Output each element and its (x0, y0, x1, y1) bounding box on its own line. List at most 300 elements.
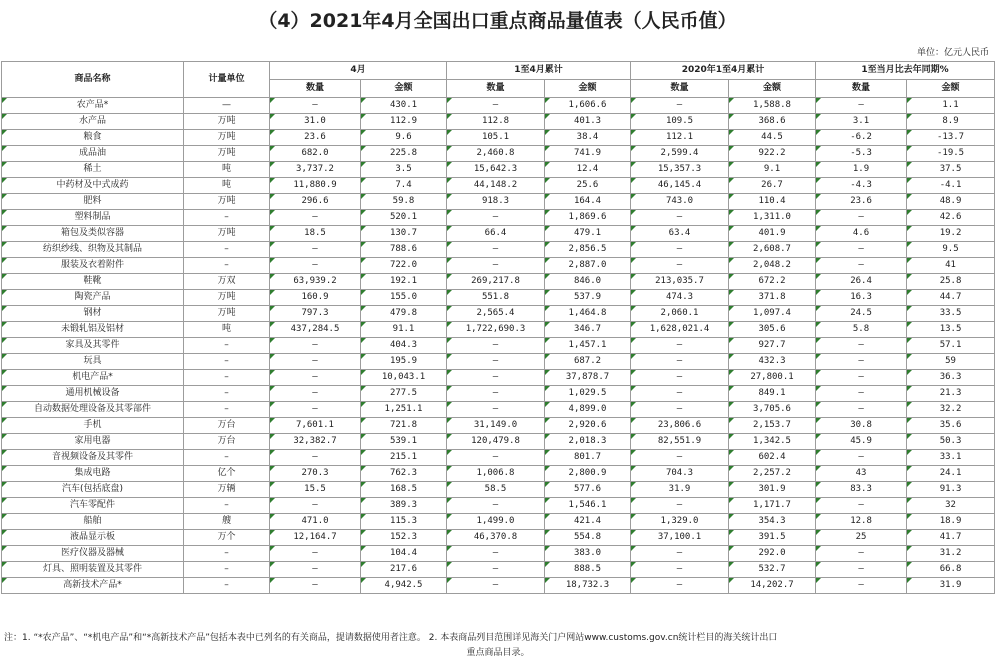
amount-cell: 32 (907, 498, 995, 514)
quantity-cell: 11,880.9 (270, 178, 361, 194)
amount-cell: 539.1 (361, 434, 447, 450)
quantity-cell: – (631, 242, 729, 258)
footnote-line1: 注：1. “*农产品”、“*机电产品”和“*高新技术产品”包括本表中已列名的有关商品，提请数据使用者注意。 2. 本表商品列目范围详见海关门户网站www.customs.gov.cn统计栏目的海关统计出口 (4, 633, 778, 643)
amount-cell: 1.1 (907, 98, 995, 114)
quantity-cell: 37,100.1 (631, 530, 729, 546)
header-unit: 计量单位 (184, 62, 270, 98)
quantity-cell: – (631, 354, 729, 370)
quantity-cell: 437,284.5 (270, 322, 361, 338)
amount-cell: 36.3 (907, 370, 995, 386)
amount-cell: 2,608.7 (729, 242, 816, 258)
table-row (2, 98, 995, 114)
amount-cell: 849.1 (729, 386, 816, 402)
amount-cell: 31.9 (907, 578, 995, 594)
quantity-cell: – (631, 258, 729, 274)
amount-cell: 520.1 (361, 210, 447, 226)
quantity-cell: – (631, 370, 729, 386)
amount-cell: 57.1 (907, 338, 995, 354)
amount-cell: 1,029.5 (545, 386, 631, 402)
export-table (1, 61, 995, 594)
table-row (2, 162, 995, 178)
unit-label: 单位：亿元人民币 (916, 48, 989, 58)
product-name: 陶瓷产品 (2, 290, 184, 306)
table-row (2, 274, 995, 290)
amount-cell: 32.2 (907, 402, 995, 418)
quantity-cell: – (447, 258, 545, 274)
product-name: 通用机械设备 (2, 386, 184, 402)
table-row (2, 194, 995, 210)
quantity-cell: – (447, 98, 545, 114)
amount-cell: 762.3 (361, 466, 447, 482)
table-row (2, 370, 995, 386)
measure-unit: 万辆 (184, 482, 270, 498)
amount-cell: 479.8 (361, 306, 447, 322)
measure-unit: — (184, 98, 270, 114)
amount-cell: 192.1 (361, 274, 447, 290)
quantity-cell: – (631, 578, 729, 594)
measure-unit: 万吨 (184, 290, 270, 306)
header-sub: 金额 (907, 80, 995, 98)
table-row (2, 354, 995, 370)
amount-cell: 130.7 (361, 226, 447, 242)
table-row (2, 402, 995, 418)
amount-cell: 19.2 (907, 226, 995, 242)
table-row (2, 530, 995, 546)
amount-cell: -13.7 (907, 130, 995, 146)
amount-cell: 1,546.1 (545, 498, 631, 514)
header-sub: 数量 (631, 80, 729, 98)
amount-cell: 404.3 (361, 338, 447, 354)
amount-cell: 9.1 (729, 162, 816, 178)
product-name: 钢材 (2, 306, 184, 322)
quantity-cell: 474.3 (631, 290, 729, 306)
product-name: 稀土 (2, 162, 184, 178)
product-name: 纺织纱线、织物及其制品 (2, 242, 184, 258)
amount-cell: 2,048.2 (729, 258, 816, 274)
quantity-cell: – (816, 562, 907, 578)
quantity-cell: – (631, 546, 729, 562)
product-name: 机电产品* (2, 370, 184, 386)
quantity-cell: – (270, 370, 361, 386)
quantity-cell: – (816, 370, 907, 386)
amount-cell: 532.7 (729, 562, 816, 578)
header-sub: 金额 (545, 80, 631, 98)
amount-cell: 7.4 (361, 178, 447, 194)
quantity-cell: – (270, 402, 361, 418)
quantity-cell: – (631, 98, 729, 114)
quantity-cell: – (447, 498, 545, 514)
amount-cell: 33.5 (907, 306, 995, 322)
table-row (2, 562, 995, 578)
quantity-cell: – (816, 354, 907, 370)
table-row (2, 418, 995, 434)
measure-unit: 吨 (184, 178, 270, 194)
amount-cell: 687.2 (545, 354, 631, 370)
quantity-cell: – (447, 402, 545, 418)
quantity-cell: 7,601.1 (270, 418, 361, 434)
quantity-cell: 16.3 (816, 290, 907, 306)
quantity-cell: – (816, 498, 907, 514)
amount-cell: 50.3 (907, 434, 995, 450)
quantity-cell: – (270, 562, 361, 578)
product-name: 高新技术产品* (2, 578, 184, 594)
amount-cell: 354.3 (729, 514, 816, 530)
quantity-cell: – (447, 546, 545, 562)
table-row (2, 178, 995, 194)
product-name: 船舶 (2, 514, 184, 530)
amount-cell: 215.1 (361, 450, 447, 466)
amount-cell: 4,899.0 (545, 402, 631, 418)
quantity-cell: 471.0 (270, 514, 361, 530)
quantity-cell: – (447, 386, 545, 402)
quantity-cell: 109.5 (631, 114, 729, 130)
measure-unit: – (184, 242, 270, 258)
product-name: 成品油 (2, 146, 184, 162)
amount-cell: 18,732.3 (545, 578, 631, 594)
measure-unit: 万个 (184, 530, 270, 546)
amount-cell: 66.8 (907, 562, 995, 578)
measure-unit: 艘 (184, 514, 270, 530)
quantity-cell: 23.6 (270, 130, 361, 146)
quantity-cell: 18.5 (270, 226, 361, 242)
table-row (2, 322, 995, 338)
amount-cell: 2,887.0 (545, 258, 631, 274)
product-name: 鞋靴 (2, 274, 184, 290)
amount-cell: 1,606.6 (545, 98, 631, 114)
amount-cell: 38.4 (545, 130, 631, 146)
amount-cell: 722.0 (361, 258, 447, 274)
header-sub: 数量 (816, 80, 907, 98)
header-group: 4月 (270, 62, 447, 80)
quantity-cell: 551.8 (447, 290, 545, 306)
quantity-cell: – (270, 578, 361, 594)
amount-cell: 1,171.7 (729, 498, 816, 514)
amount-cell: 42.6 (907, 210, 995, 226)
amount-cell: -4.1 (907, 178, 995, 194)
table-row (2, 498, 995, 514)
quantity-cell: 743.0 (631, 194, 729, 210)
quantity-cell: – (816, 386, 907, 402)
amount-cell: 1,869.6 (545, 210, 631, 226)
header-group: 1至当月比去年同期% (816, 62, 995, 80)
amount-cell: 91.1 (361, 322, 447, 338)
quantity-cell: 44,148.2 (447, 178, 545, 194)
product-name: 箱包及类似容器 (2, 226, 184, 242)
amount-cell: 10,043.1 (361, 370, 447, 386)
amount-cell: 112.9 (361, 114, 447, 130)
header-sub: 金额 (729, 80, 816, 98)
quantity-cell: 270.3 (270, 466, 361, 482)
measure-unit: – (184, 258, 270, 274)
amount-cell: 2,800.9 (545, 466, 631, 482)
quantity-cell: – (631, 386, 729, 402)
quantity-cell: – (447, 578, 545, 594)
quantity-cell: 120,479.8 (447, 434, 545, 450)
quantity-cell: 23,806.6 (631, 418, 729, 434)
product-name: 手机 (2, 418, 184, 434)
measure-unit: 万吨 (184, 226, 270, 242)
amount-cell: 217.6 (361, 562, 447, 578)
measure-unit: – (184, 498, 270, 514)
table-row (2, 258, 995, 274)
measure-unit: 吨 (184, 162, 270, 178)
quantity-cell: – (447, 242, 545, 258)
amount-cell: 391.5 (729, 530, 816, 546)
header-sub: 数量 (447, 80, 545, 98)
measure-unit: – (184, 578, 270, 594)
product-name: 塑料制品 (2, 210, 184, 226)
measure-unit: 亿个 (184, 466, 270, 482)
quantity-cell: 45.9 (816, 434, 907, 450)
table-body (2, 98, 995, 594)
quantity-cell: 12,164.7 (270, 530, 361, 546)
product-name: 汽车(包括底盘) (2, 482, 184, 498)
product-name: 家用电器 (2, 434, 184, 450)
table-row (2, 482, 995, 498)
quantity-cell: – (447, 338, 545, 354)
amount-cell: 927.7 (729, 338, 816, 354)
amount-cell: 1,251.1 (361, 402, 447, 418)
amount-cell: 401.9 (729, 226, 816, 242)
amount-cell: 25.6 (545, 178, 631, 194)
quantity-cell: – (816, 210, 907, 226)
quantity-cell: – (270, 386, 361, 402)
header-sub: 数量 (270, 80, 361, 98)
amount-cell: 383.0 (545, 546, 631, 562)
header-name: 商品名称 (2, 62, 184, 98)
measure-unit: 万吨 (184, 114, 270, 130)
quantity-cell: – (270, 98, 361, 114)
table-row (2, 578, 995, 594)
table-row (2, 146, 995, 162)
amount-cell: 389.3 (361, 498, 447, 514)
amount-cell: 479.1 (545, 226, 631, 242)
amount-cell: 44.5 (729, 130, 816, 146)
quantity-cell: 4.6 (816, 226, 907, 242)
amount-cell: 35.6 (907, 418, 995, 434)
quantity-cell: – (631, 562, 729, 578)
table-row (2, 226, 995, 242)
measure-unit: – (184, 402, 270, 418)
amount-cell: 37.5 (907, 162, 995, 178)
quantity-cell: – (270, 338, 361, 354)
amount-cell: 12.4 (545, 162, 631, 178)
header-row-groups (2, 62, 995, 80)
amount-cell: 9.6 (361, 130, 447, 146)
amount-cell: 537.9 (545, 290, 631, 306)
amount-cell: 26.7 (729, 178, 816, 194)
product-name: 集成电路 (2, 466, 184, 482)
amount-cell: 1,588.8 (729, 98, 816, 114)
quantity-cell: – (816, 338, 907, 354)
product-name: 自动数据处理设备及其零部件 (2, 402, 184, 418)
product-name: 水产品 (2, 114, 184, 130)
quantity-cell: 112.8 (447, 114, 545, 130)
quantity-cell: – (447, 370, 545, 386)
quantity-cell: 1.9 (816, 162, 907, 178)
measure-unit: – (184, 562, 270, 578)
amount-cell: 788.6 (361, 242, 447, 258)
product-name: 灯具、照明装置及其零件 (2, 562, 184, 578)
quantity-cell: 2,599.4 (631, 146, 729, 162)
amount-cell: 888.5 (545, 562, 631, 578)
amount-cell: 164.4 (545, 194, 631, 210)
measure-unit: – (184, 450, 270, 466)
amount-cell: 3.5 (361, 162, 447, 178)
amount-cell: 110.4 (729, 194, 816, 210)
amount-cell: 115.3 (361, 514, 447, 530)
amount-cell: 741.9 (545, 146, 631, 162)
quantity-cell: 15,357.3 (631, 162, 729, 178)
page-title: （4）2021年4月全国出口重点商品量值表（人民币值） (258, 10, 737, 32)
quantity-cell: 66.4 (447, 226, 545, 242)
quantity-cell: 46,370.8 (447, 530, 545, 546)
amount-cell: 13.5 (907, 322, 995, 338)
footnote-line2: 重点商品目录。 (466, 648, 530, 658)
amount-cell: 4,942.5 (361, 578, 447, 594)
quantity-cell: – (270, 258, 361, 274)
amount-cell: 225.8 (361, 146, 447, 162)
quantity-cell: 63.4 (631, 226, 729, 242)
product-name: 音视频设备及其零件 (2, 450, 184, 466)
quantity-cell: – (447, 354, 545, 370)
amount-cell: 59 (907, 354, 995, 370)
quantity-cell: – (270, 546, 361, 562)
amount-cell: 41.7 (907, 530, 995, 546)
quantity-cell: – (631, 210, 729, 226)
amount-cell: 721.8 (361, 418, 447, 434)
quantity-cell: – (631, 402, 729, 418)
quantity-cell: – (816, 242, 907, 258)
quantity-cell: 31,149.0 (447, 418, 545, 434)
quantity-cell: 15.5 (270, 482, 361, 498)
measure-unit: 万吨 (184, 194, 270, 210)
amount-cell: 421.4 (545, 514, 631, 530)
amount-cell: 168.5 (361, 482, 447, 498)
table-row (2, 450, 995, 466)
quantity-cell: 26.4 (816, 274, 907, 290)
quantity-cell: 3,737.2 (270, 162, 361, 178)
measure-unit: 万吨 (184, 146, 270, 162)
amount-cell: 8.9 (907, 114, 995, 130)
amount-cell: 18.9 (907, 514, 995, 530)
product-name: 农产品* (2, 98, 184, 114)
quantity-cell: 269,217.8 (447, 274, 545, 290)
quantity-cell: – (816, 258, 907, 274)
measure-unit: – (184, 546, 270, 562)
quantity-cell: 1,499.0 (447, 514, 545, 530)
product-name: 家具及其零件 (2, 338, 184, 354)
table-row (2, 114, 995, 130)
table-row (2, 546, 995, 562)
quantity-cell: 58.5 (447, 482, 545, 498)
amount-cell: 41 (907, 258, 995, 274)
amount-cell: 59.8 (361, 194, 447, 210)
table-row (2, 338, 995, 354)
table-row (2, 514, 995, 530)
amount-cell: 9.5 (907, 242, 995, 258)
quantity-cell: 296.6 (270, 194, 361, 210)
footnote (4, 631, 992, 661)
measure-unit: – (184, 354, 270, 370)
amount-cell: 3,705.6 (729, 402, 816, 418)
table-row (2, 434, 995, 450)
quantity-cell: 160.9 (270, 290, 361, 306)
amount-cell: 33.1 (907, 450, 995, 466)
quantity-cell: 31.0 (270, 114, 361, 130)
amount-cell: 346.7 (545, 322, 631, 338)
quantity-cell: 43 (816, 466, 907, 482)
amount-cell: 846.0 (545, 274, 631, 290)
quantity-cell: – (816, 578, 907, 594)
amount-cell: 2,018.3 (545, 434, 631, 450)
measure-unit: 吨 (184, 322, 270, 338)
amount-cell: 801.7 (545, 450, 631, 466)
amount-cell: 2,153.7 (729, 418, 816, 434)
quantity-cell: – (816, 546, 907, 562)
quantity-cell: – (816, 98, 907, 114)
amount-cell: 577.6 (545, 482, 631, 498)
quantity-cell: 213,035.7 (631, 274, 729, 290)
quantity-cell: – (631, 450, 729, 466)
header-sub: 金额 (361, 80, 447, 98)
amount-cell: 31.2 (907, 546, 995, 562)
amount-cell: -19.5 (907, 146, 995, 162)
amount-cell: 37,878.7 (545, 370, 631, 386)
quantity-cell: -6.2 (816, 130, 907, 146)
table-row (2, 386, 995, 402)
quantity-cell: 23.6 (816, 194, 907, 210)
measure-unit: 万双 (184, 274, 270, 290)
quantity-cell: 1,329.0 (631, 514, 729, 530)
product-name: 液晶显示板 (2, 530, 184, 546)
header-group: 2020年1至4月累计 (631, 62, 816, 80)
amount-cell: 292.0 (729, 546, 816, 562)
quantity-cell: – (631, 498, 729, 514)
quantity-cell: 5.8 (816, 322, 907, 338)
amount-cell: 1,097.4 (729, 306, 816, 322)
quantity-cell: 24.5 (816, 306, 907, 322)
quantity-cell: 30.8 (816, 418, 907, 434)
table-row (2, 466, 995, 482)
quantity-cell: – (270, 210, 361, 226)
amount-cell: 672.2 (729, 274, 816, 290)
product-name: 服装及衣着附件 (2, 258, 184, 274)
amount-cell: 401.3 (545, 114, 631, 130)
amount-cell: 2,920.6 (545, 418, 631, 434)
amount-cell: 14,202.7 (729, 578, 816, 594)
product-name: 玩具 (2, 354, 184, 370)
quantity-cell: -5.3 (816, 146, 907, 162)
amount-cell: 1,457.1 (545, 338, 631, 354)
amount-cell: 430.1 (361, 98, 447, 114)
amount-cell: 21.3 (907, 386, 995, 402)
quantity-cell: 112.1 (631, 130, 729, 146)
amount-cell: 301.9 (729, 482, 816, 498)
quantity-cell: – (270, 242, 361, 258)
amount-cell: 2,257.2 (729, 466, 816, 482)
quantity-cell: 3.1 (816, 114, 907, 130)
amount-cell: 432.3 (729, 354, 816, 370)
measure-unit: 万台 (184, 418, 270, 434)
amount-cell: 2,856.5 (545, 242, 631, 258)
measure-unit: 万吨 (184, 306, 270, 322)
quantity-cell: 83.3 (816, 482, 907, 498)
quantity-cell: 32,382.7 (270, 434, 361, 450)
quantity-cell: 2,060.1 (631, 306, 729, 322)
amount-cell: 25.8 (907, 274, 995, 290)
amount-cell: 152.3 (361, 530, 447, 546)
